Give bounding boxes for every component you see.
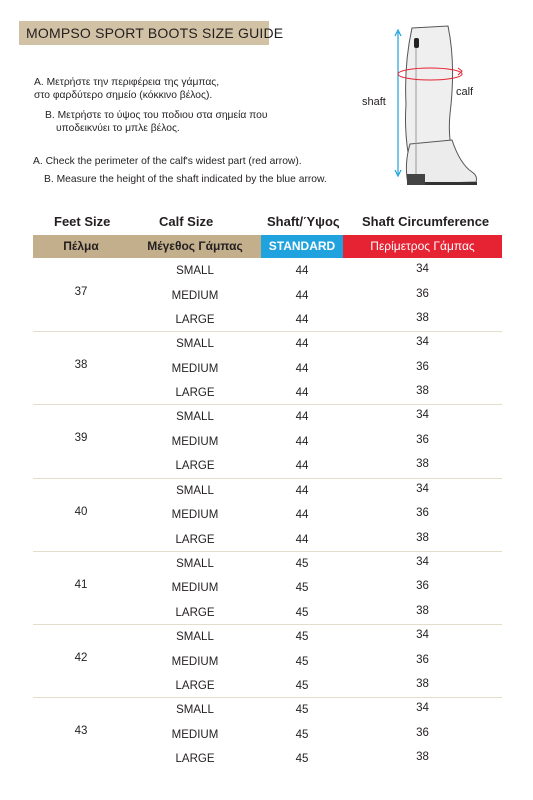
shaft-circumference-cell: 38 <box>416 678 429 690</box>
instruction-en-a: A. Check the perimeter of the calf's widest part (red arrow). <box>33 156 302 167</box>
shaft-circumference-cell: 36 <box>416 726 429 739</box>
shaft-circumference-cell: 34 <box>416 409 429 422</box>
shaft-circumference-cell: 36 <box>416 433 429 446</box>
row-divider <box>33 404 502 405</box>
shaft-height-cell: 44 <box>295 509 309 522</box>
calf-size-cell: SMALL <box>176 338 214 351</box>
shaft-circumference-cell: 38 <box>416 312 429 324</box>
calf-size-cell: SMALL <box>176 557 214 570</box>
shaft-height-cell: 45 <box>295 557 309 570</box>
shaft-circumference-cell: 36 <box>416 580 429 593</box>
row-divider <box>33 551 502 552</box>
calf-size-cell: LARGE <box>175 606 215 619</box>
instruction-en-b: B. Measure the height of the shaft indicated by the blue arrow. <box>44 174 327 185</box>
calf-size-cell: MEDIUM <box>171 655 219 668</box>
boot-icon <box>360 24 530 196</box>
instruction-gr-a-line1: A. Μετρήστε την περιφέρεια της γάμπας, <box>34 77 220 88</box>
shaft-height-cell: 44 <box>295 289 309 302</box>
boot-illustration <box>360 24 530 196</box>
shaft-circumference-cell: 34 <box>416 555 429 568</box>
feet-size-cell: 40 <box>74 505 88 518</box>
shaft-height-cell: 44 <box>295 314 309 326</box>
calf-size-cell: MEDIUM <box>171 289 219 302</box>
shaft-height-cell: 44 <box>295 435 309 448</box>
subheader-feet: Πέλμα <box>63 239 99 253</box>
header-shaft-circumference: Shaft Circumference <box>362 214 490 229</box>
shaft-height-cell: 44 <box>295 533 309 546</box>
calf-size-cell: SMALL <box>176 411 214 424</box>
shaft-circumference-cell: 34 <box>416 482 429 495</box>
feet-size-cell: 42 <box>74 652 88 664</box>
calf-size-cell: MEDIUM <box>171 435 219 448</box>
calf-size-cell: LARGE <box>175 753 215 766</box>
header-feet-size: Feet Size <box>54 214 111 229</box>
calf-label: calf <box>456 86 474 98</box>
shaft-height-cell: 45 <box>295 753 309 766</box>
header-shaft: Shaft/Ύψος <box>267 214 340 229</box>
shaft-height-cell: 44 <box>295 411 309 424</box>
shaft-height-cell: 45 <box>295 680 309 692</box>
shaft-circumference-cell: 38 <box>416 531 429 544</box>
calf-size-cell: SMALL <box>176 265 214 277</box>
calf-size-cell: LARGE <box>175 460 215 473</box>
feet-size-cell: 43 <box>74 725 88 738</box>
shaft-circumference-cell: 38 <box>416 458 429 471</box>
shaft-label: shaft <box>362 96 386 108</box>
subheader-calf: Μέγεθος Γάμπας <box>147 239 243 253</box>
row-divider <box>33 697 502 698</box>
page-title: MOMPSO SPORT BOOTS SIZE GUIDE <box>26 25 284 41</box>
calf-size-cell: MEDIUM <box>171 728 219 741</box>
subheader-standard: STANDARD <box>261 235 343 258</box>
shaft-circumference-cell: 36 <box>416 507 429 520</box>
shaft-circumference-cell: 34 <box>416 336 429 349</box>
shaft-circumference-cell: 36 <box>416 287 429 300</box>
row-divider <box>33 624 502 625</box>
shaft-height-cell: 45 <box>295 606 309 619</box>
shaft-height-cell: 45 <box>295 704 309 717</box>
feet-size-cell: 41 <box>74 578 88 591</box>
shaft-height-cell: 45 <box>295 728 309 741</box>
calf-size-cell: MEDIUM <box>171 362 219 375</box>
calf-size-cell: LARGE <box>175 387 215 400</box>
shaft-height-cell: 45 <box>295 655 309 668</box>
shaft-height-cell: 44 <box>295 362 309 375</box>
row-divider <box>33 331 502 332</box>
shaft-height-cell: 44 <box>295 387 309 400</box>
shaft-height-cell: 44 <box>295 484 309 497</box>
calf-size-cell: SMALL <box>176 704 214 717</box>
shaft-circumference-cell: 34 <box>416 629 429 641</box>
feet-size-cell: 39 <box>74 432 88 445</box>
feet-size-cell: 37 <box>74 286 88 298</box>
instruction-gr-b-line2: υποδεικνύει το μπλε βέλος. <box>56 123 180 134</box>
calf-size-cell: SMALL <box>176 631 214 643</box>
shaft-circumference-cell: 38 <box>416 385 429 398</box>
row-divider <box>33 478 502 479</box>
feet-size-cell: 38 <box>74 359 88 372</box>
subheader-perimeter: Περίμετρος Γάμπας <box>343 235 502 258</box>
shaft-height-cell: 44 <box>295 338 309 351</box>
calf-size-cell: LARGE <box>175 680 215 692</box>
calf-size-cell: LARGE <box>175 314 215 326</box>
header-calf-size: Calf Size <box>159 214 214 229</box>
shaft-height-cell: 45 <box>295 582 309 595</box>
shaft-height-cell: 45 <box>295 631 309 643</box>
calf-size-cell: MEDIUM <box>171 509 219 522</box>
calf-size-cell: MEDIUM <box>171 582 219 595</box>
shaft-circumference-cell: 38 <box>416 604 429 617</box>
title-banner <box>19 21 284 45</box>
shaft-height-cell: 44 <box>295 460 309 473</box>
calf-size-cell: SMALL <box>176 484 214 497</box>
shaft-circumference-cell: 36 <box>416 653 429 666</box>
instruction-gr-a-line2: στο φαρδύτερο σημείο (κόκκινο βέλος). <box>34 90 213 101</box>
shaft-circumference-cell: 36 <box>416 360 429 373</box>
shaft-circumference-cell: 34 <box>416 263 429 275</box>
shaft-height-cell: 44 <box>295 265 309 277</box>
instruction-gr-b-line1: B. Μετρήστε το ύψος του ποδιου στα σημεία που <box>45 110 268 121</box>
shaft-circumference-cell: 38 <box>416 751 429 764</box>
shaft-circumference-cell: 34 <box>416 702 429 715</box>
calf-size-cell: LARGE <box>175 533 215 546</box>
